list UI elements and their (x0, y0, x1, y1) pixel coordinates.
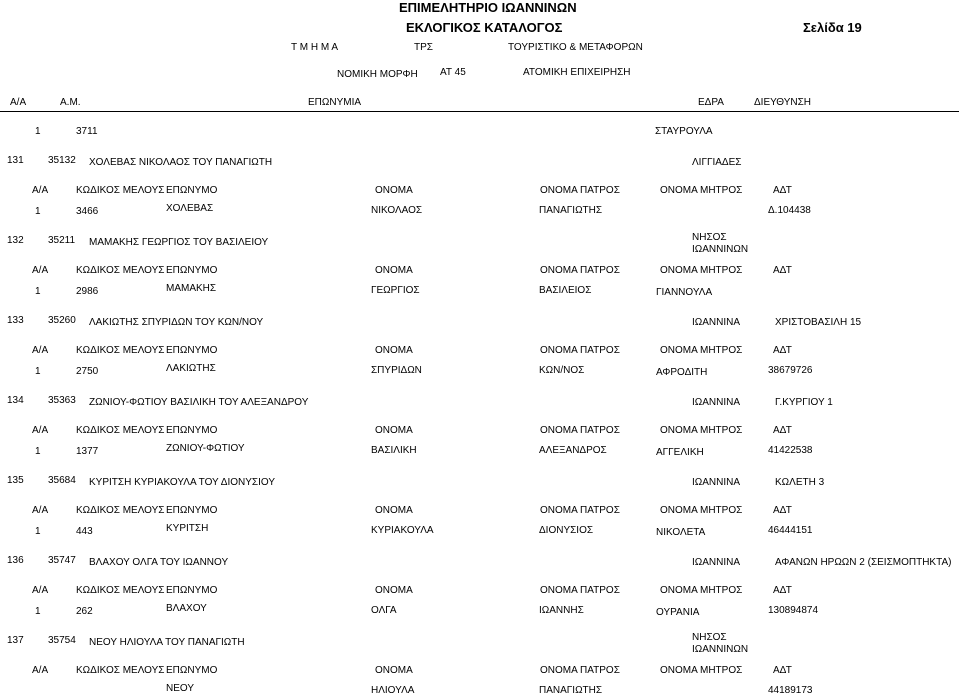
sub-header-mother: ΟΝΟΜΑ ΜΗΤΡΟΣ (660, 345, 743, 356)
col-header-am: Α.Μ. (60, 97, 81, 108)
record-edra: ΙΩΑΝΝΙΝΑ (692, 557, 741, 568)
member-name: ΓΕΩΡΓΙΟΣ (371, 285, 420, 296)
sub-header-surname: ΕΠΩΝΥΜΟ (166, 425, 218, 436)
member-id: 38679726 (768, 365, 813, 376)
col-header-address: ΔΙΕΥΘΥΝΣΗ (754, 97, 811, 108)
member-id: 41422538 (768, 445, 813, 456)
record-address: ΧΡΙΣΤΟΒΑΣΙΛΗ 15 (775, 317, 862, 328)
legal-form-code: ΑΤ 45 (440, 67, 466, 78)
sub-header-id: ΑΔΤ (773, 425, 792, 436)
record-eponymia: ΖΩΝΙΟΥ-ΦΩΤΙΟΥ ΒΑΣΙΛΙΚΗ ΤΟΥ ΑΛΕΞΑΝΔΡΟΥ (89, 397, 309, 408)
legal-form-name: ΑΤΟΜΙΚΗ ΕΠΙΧΕΙΡΗΣΗ (523, 67, 631, 78)
sub-header-name: ΟΝΟΜΑ (375, 265, 413, 276)
record-address: ΚΩΛΕΤΗ 3 (775, 477, 825, 488)
member-father: ΙΩΑΝΝΗΣ (539, 605, 584, 616)
member-mother: ΑΓΓΕΛΙΚΗ (656, 447, 704, 458)
member-father: ΒΑΣΙΛΕΙΟΣ (539, 285, 592, 296)
member-name: ΗΛΙΟΥΛΑ (371, 685, 415, 696)
chamber-title: ΕΠΙΜΕΛΗΤΗΡΙΟ ΙΩΑΝΝΙΝΩΝ (399, 0, 577, 15)
sub-header-aa: Α/Α (32, 505, 49, 516)
member-id: 46444151 (768, 525, 813, 536)
record-aa: 132 (7, 235, 24, 246)
sub-header-name: ΟΝΟΜΑ (375, 425, 413, 436)
sub-header-surname: ΕΠΩΝΥΜΟ (166, 665, 218, 676)
record-am: 35260 (48, 315, 76, 326)
member-name: ΝΙΚΟΛΑΟΣ (371, 205, 423, 216)
member-father: ΔΙΟΝΥΣΙΟΣ (539, 525, 594, 536)
sub-header-mother: ΟΝΟΜΑ ΜΗΤΡΟΣ (660, 265, 743, 276)
record-am: 35754 (48, 635, 76, 646)
record-aa: 131 (7, 155, 24, 166)
sub-header-surname: ΕΠΩΝΥΜΟ (166, 585, 218, 596)
sub-header-mother: ΟΝΟΜΑ ΜΗΤΡΟΣ (660, 425, 743, 436)
member-id: 44189173 (768, 685, 813, 696)
record-am: 35363 (48, 395, 76, 406)
sub-header-member-code: ΚΩΔΙΚΟΣ ΜΕΛΟΥΣ (76, 665, 165, 676)
record-am: 35747 (48, 555, 76, 566)
record-edra: ΝΗΣΟΣ (692, 632, 727, 643)
sub-header-father: ΟΝΟΜΑ ΠΑΤΡΟΣ (540, 505, 620, 516)
sub-header-member-code: ΚΩΔΙΚΟΣ ΜΕΛΟΥΣ (76, 425, 165, 436)
record-aa: 133 (7, 315, 24, 326)
sub-header-father: ΟΝΟΜΑ ΠΑΤΡΟΣ (540, 185, 620, 196)
section-name: ΤΟΥΡΙΣΤΙΚΟ & ΜΕΤΑΦΟΡΩΝ (508, 42, 643, 53)
sub-header-name: ΟΝΟΜΑ (375, 665, 413, 676)
col-header-aa: Α/Α (10, 97, 27, 108)
record-eponymia: ΜΑΜΑΚΗΣ ΓΕΩΡΓΙΟΣ ΤΟΥ ΒΑΣΙΛΕΙΟΥ (89, 237, 269, 248)
sub-header-member-code: ΚΩΔΙΚΟΣ ΜΕΛΟΥΣ (76, 345, 165, 356)
sub-header-id: ΑΔΤ (773, 665, 792, 676)
catalog-title: ΕΚΛΟΓΙΚΟΣ ΚΑΤΑΛΟΓΟΣ (406, 20, 563, 35)
record-address: ΑΦΑΝΩΝ ΗΡΩΩΝ 2 (ΣΕΙΣΜΟΠΤΗΚΤΑ) (775, 557, 952, 568)
sub-header-aa: Α/Α (32, 425, 49, 436)
member-name: ΟΛΓΑ (371, 605, 397, 616)
record-edra: ΙΩΑΝΝΙΝΑ (692, 397, 741, 408)
member-surname: ΖΩΝΙΟΥ-ΦΩΤΙΟΥ (166, 443, 245, 454)
sub-header-name: ΟΝΟΜΑ (375, 185, 413, 196)
col-header-eponymia: ΕΠΩΝΥΜΙΑ (308, 97, 362, 108)
sub-header-aa: Α/Α (32, 665, 49, 676)
member-aa: 1 (35, 366, 41, 377)
member-aa: 1 (35, 206, 41, 217)
sub-header-id: ΑΔΤ (773, 265, 792, 276)
continued-mother: ΣΤΑΥΡΟΥΛΑ (655, 126, 713, 137)
member-aa: 1 (35, 526, 41, 537)
sub-header-mother: ΟΝΟΜΑ ΜΗΤΡΟΣ (660, 505, 743, 516)
record-aa: 136 (7, 555, 24, 566)
record-aa: 137 (7, 635, 24, 646)
sub-header-father: ΟΝΟΜΑ ΠΑΤΡΟΣ (540, 585, 620, 596)
record-edra-line2: ΙΩΑΝΝΙΝΩΝ (692, 644, 749, 655)
continued-aa: 1 (35, 126, 41, 137)
record-am: 35684 (48, 475, 76, 486)
sub-header-aa: Α/Α (32, 265, 49, 276)
sub-header-surname: ΕΠΩΝΥΜΟ (166, 185, 218, 196)
record-edra: ΝΗΣΟΣ (692, 232, 727, 243)
sub-header-father: ΟΝΟΜΑ ΠΑΤΡΟΣ (540, 425, 620, 436)
sub-header-member-code: ΚΩΔΙΚΟΣ ΜΕΛΟΥΣ (76, 265, 165, 276)
sub-header-id: ΑΔΤ (773, 185, 792, 196)
member-aa: 1 (35, 286, 41, 297)
member-father: ΑΛΕΞΑΝΔΡΟΣ (539, 445, 607, 456)
member-aa: 1 (35, 446, 41, 457)
record-eponymia: ΚΥΡΙΤΣΗ ΚΥΡΙΑΚΟΥΛΑ ΤΟΥ ΔΙΟΝΥΣΙΟΥ (89, 477, 275, 488)
sub-header-member-code: ΚΩΔΙΚΟΣ ΜΕΛΟΥΣ (76, 585, 165, 596)
legal-form-label: ΝΟΜΙΚΗ ΜΟΡΦΗ (337, 69, 418, 80)
member-surname: ΝΕΟΥ (166, 683, 195, 694)
sub-header-surname: ΕΠΩΝΥΜΟ (166, 345, 218, 356)
sub-header-mother: ΟΝΟΜΑ ΜΗΤΡΟΣ (660, 185, 743, 196)
member-id: Δ.104438 (768, 205, 811, 216)
section-label: Τ Μ Η Μ Α (291, 42, 339, 53)
sub-header-father: ΟΝΟΜΑ ΠΑΤΡΟΣ (540, 665, 620, 676)
continued-code: 3711 (76, 126, 98, 137)
member-name: ΣΠΥΡΙΔΩΝ (371, 365, 422, 376)
member-surname: ΒΛΑΧΟΥ (166, 603, 207, 614)
sub-header-father: ΟΝΟΜΑ ΠΑΤΡΟΣ (540, 345, 620, 356)
sub-header-surname: ΕΠΩΝΥΜΟ (166, 265, 218, 276)
record-eponymia: ΒΛΑΧΟΥ ΟΛΓΑ ΤΟΥ ΙΩΑΝΝΟΥ (89, 557, 229, 568)
record-am: 35132 (48, 155, 76, 166)
sub-header-member-code: ΚΩΔΙΚΟΣ ΜΕΛΟΥΣ (76, 505, 165, 516)
record-eponymia: ΛΑΚΙΩΤΗΣ ΣΠΥΡΙΔΩΝ ΤΟΥ ΚΩΝ/ΝΟΥ (89, 317, 264, 328)
member-code: 2750 (76, 366, 99, 377)
sub-header-member-code: ΚΩΔΙΚΟΣ ΜΕΛΟΥΣ (76, 185, 165, 196)
member-name: ΚΥΡΙΑΚΟΥΛΑ (371, 525, 434, 536)
record-edra: ΛΙΓΓΙΑΔΕΣ (692, 157, 742, 168)
section-code: ΤΡΣ (414, 42, 433, 53)
sub-header-mother: ΟΝΟΜΑ ΜΗΤΡΟΣ (660, 665, 743, 676)
member-code: 3466 (76, 206, 99, 217)
member-code: 1377 (76, 446, 99, 457)
sub-header-aa: Α/Α (32, 585, 49, 596)
member-father: ΚΩΝ/ΝΟΣ (539, 365, 585, 376)
member-mother: ΓΙΑΝΝΟΥΛΑ (656, 287, 713, 298)
record-aa: 135 (7, 475, 24, 486)
member-surname: ΚΥΡΙΤΣΗ (166, 523, 209, 534)
member-code: 2986 (76, 286, 99, 297)
record-aa: 134 (7, 395, 24, 406)
member-surname: ΛΑΚΙΩΤΗΣ (166, 363, 216, 374)
record-am: 35211 (48, 235, 76, 246)
page-number: Σελίδα 19 (803, 20, 862, 35)
sub-header-name: ΟΝΟΜΑ (375, 345, 413, 356)
sub-header-id: ΑΔΤ (773, 585, 792, 596)
col-header-edra: ΕΔΡΑ (698, 97, 724, 108)
header-divider (0, 111, 959, 112)
member-mother: ΝΙΚΟΛΕΤΑ (656, 527, 706, 538)
member-mother: ΟΥΡΑΝΙΑ (656, 607, 700, 618)
member-surname: ΜΑΜΑΚΗΣ (166, 283, 217, 294)
record-edra: ΙΩΑΝΝΙΝΑ (692, 477, 741, 488)
sub-header-mother: ΟΝΟΜΑ ΜΗΤΡΟΣ (660, 585, 743, 596)
member-id: 130894874 (768, 605, 819, 616)
record-eponymia: ΝΕΟΥ ΗΛΙΟΥΛΑ ΤΟΥ ΠΑΝΑΓΙΩΤΗ (89, 637, 245, 648)
record-address: Γ.ΚΥΡΓΙΟΥ 1 (775, 397, 833, 408)
sub-header-father: ΟΝΟΜΑ ΠΑΤΡΟΣ (540, 265, 620, 276)
member-father: ΠΑΝΑΓΙΩΤΗΣ (539, 205, 603, 216)
sub-header-surname: ΕΠΩΝΥΜΟ (166, 505, 218, 516)
sub-header-name: ΟΝΟΜΑ (375, 585, 413, 596)
record-edra-line2: ΙΩΑΝΝΙΝΩΝ (692, 244, 749, 255)
member-father: ΠΑΝΑΓΙΩΤΗΣ (539, 685, 603, 696)
member-mother: ΑΦΡΟΔΙΤΗ (656, 367, 708, 378)
member-surname: ΧΟΛΕΒΑΣ (166, 203, 214, 214)
sub-header-aa: Α/Α (32, 185, 49, 196)
record-eponymia: ΧΟΛΕΒΑΣ ΝΙΚΟΛΑΟΣ ΤΟΥ ΠΑΝΑΓΙΩΤΗ (89, 157, 273, 168)
member-name: ΒΑΣΙΛΙΚΗ (371, 445, 417, 456)
member-aa: 1 (35, 606, 41, 617)
sub-header-name: ΟΝΟΜΑ (375, 505, 413, 516)
member-code: 443 (76, 526, 93, 537)
sub-header-aa: Α/Α (32, 345, 49, 356)
sub-header-id: ΑΔΤ (773, 505, 792, 516)
record-edra: ΙΩΑΝΝΙΝΑ (692, 317, 741, 328)
member-code: 262 (76, 606, 93, 617)
sub-header-id: ΑΔΤ (773, 345, 792, 356)
